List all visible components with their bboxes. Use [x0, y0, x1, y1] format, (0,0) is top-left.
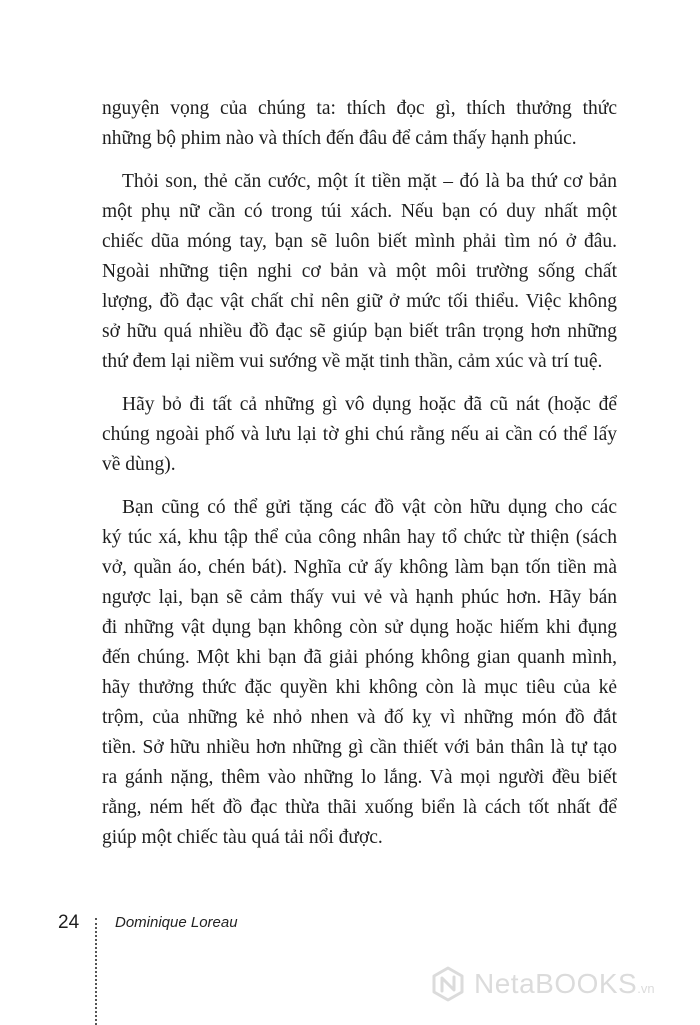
text-line: trộm, của những kẻ nhỏ nhen và đố kỵ vì những món đồ đắt — [102, 707, 617, 728]
netabooks-logo-icon — [430, 966, 466, 1002]
text-line: ký túc xá, khu tập thể của công nhân hay tổ chức từ thiện (sách — [102, 527, 617, 548]
text-line: ngược lại, bạn sẽ cảm thấy vui vẻ và hạnh phúc hơn. Hãy bán — [102, 587, 617, 608]
text-line: một phụ nữ cần có trong túi xách. Nếu bạn có duy nhất một — [102, 201, 617, 222]
paragraph-gap — [102, 377, 617, 390]
text-line: rằng, ném hết đồ đạc thừa thãi xuống biển là cách tốt nhất để — [102, 797, 617, 818]
text-line: lượng, đồ đạc vật chất chỉ nên giữ ở mức tối thiểu. Việc không — [102, 291, 617, 312]
dotted-rule — [95, 918, 97, 1025]
text-line: đến chúng. Một khi bạn đã giải phóng không gian quanh mình, — [102, 647, 617, 668]
paragraph — [102, 167, 617, 377]
text-line: tiền. Sở hữu nhiều hơn những gì cần thiết với bản thân là tự tạo — [102, 737, 617, 758]
text-line: chúng ngoài phố và lưu lại tờ ghi chú rằng nếu ai cần có thể lấy — [102, 424, 617, 445]
text-line: giúp một chiếc tàu quá tải nổi được. — [102, 827, 383, 848]
text-line: vở, quần áo, chén bát). Nghĩa cử ấy không làm bạn tốn tiền mà — [102, 557, 617, 578]
text-line: nguyện vọng của chúng ta: thích đọc gì, thích thưởng thức — [102, 98, 617, 119]
page-number: 24 — [58, 912, 80, 933]
page-body — [102, 94, 617, 853]
text-line: về dùng). — [102, 454, 176, 475]
paragraph — [102, 390, 617, 480]
text-line: sở hữu quá nhiều đồ đạc sẽ giúp bạn biết trân trọng hơn những — [102, 321, 617, 342]
watermark-text — [474, 969, 655, 1004]
author-name: Dominique Loreau — [115, 914, 238, 931]
text-line: ra gánh nặng, thêm vào những lo lắng. Và mọi người đều biết — [102, 767, 617, 788]
text-line: Hãy bỏ đi tất cả những gì vô dụng hoặc đã cũ nát (hoặc để — [122, 394, 617, 415]
text-line: Bạn cũng có thể gửi tặng các đồ vật còn hữu dụng cho các — [122, 497, 617, 518]
paragraph-gap — [102, 154, 617, 167]
text-line: đi những vật dụng bạn không còn sử dụng hoặc hiếm khi đụng — [102, 617, 617, 638]
text-line: chiếc dũa móng tay, bạn sẽ luôn biết mình phải tìm nó ở đâu. — [102, 231, 617, 252]
text-line: những bộ phim nào và thích đến đâu để cảm thấy hạnh phúc. — [102, 128, 577, 149]
text-line: hãy thưởng thức đặc quyền khi không còn là mục tiêu của kẻ — [102, 677, 617, 698]
text-line: Thỏi son, thẻ căn cước, một ít tiền mặt – đó là ba thứ cơ bản — [122, 171, 617, 192]
text-line: thứ đem lại niềm vui sướng về mặt tinh thần, cảm xúc và trí tuệ. — [102, 351, 603, 372]
watermark-brand: NetaBOOKS — [474, 968, 638, 999]
paragraph — [102, 493, 617, 853]
watermark — [430, 960, 690, 1010]
paragraph — [102, 94, 617, 154]
watermark-suffix: .vn — [637, 981, 655, 996]
paragraph-gap — [102, 480, 617, 493]
text-line: Ngoài những tiện nghi cơ bản và một môi trường sống chất — [102, 261, 617, 282]
